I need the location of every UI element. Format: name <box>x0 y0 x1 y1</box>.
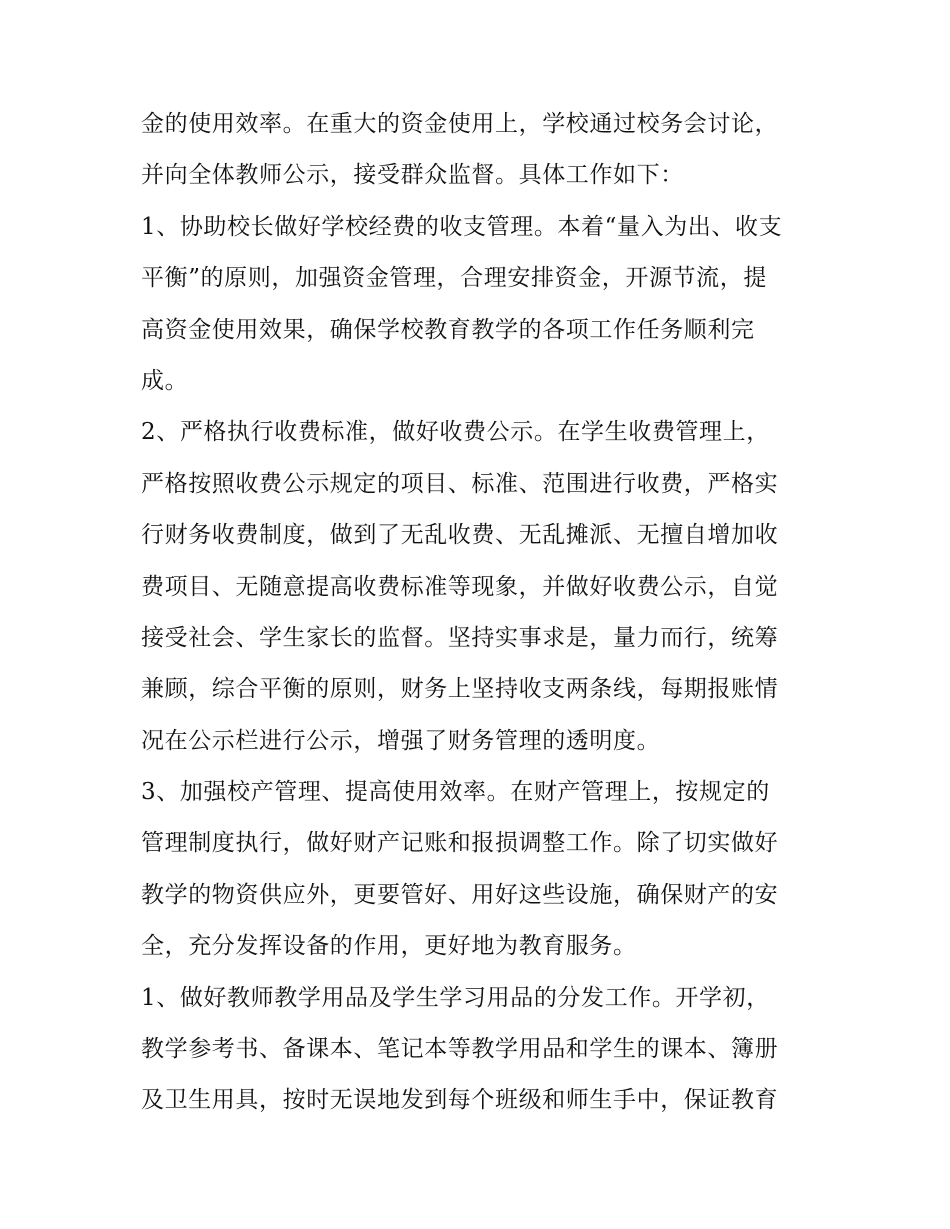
text-line: 平衡”的原则，加强资金管理，合理安排资金，开源节流，提 <box>141 265 767 292</box>
text-line: 严格按照收费公示规定的项目、标准、范围进行收费，严格实 <box>141 470 779 497</box>
text-line: 管理制度执行，做好财产记账和报损调整工作。除了切实做好 <box>141 830 779 857</box>
text-line: 1、协助校长做好学校经费的收支管理。本着“量入为出、收支 <box>141 213 783 240</box>
text-line: 高资金使用效果，确保学校教育教学的各项工作任务顺利完 <box>141 316 755 343</box>
text-line: 3、加强校产管理、提高使用效率。在财产管理上，按规定的 <box>141 779 770 806</box>
text-line: 接受社会、学生家长的监督。坚持实事求是，量力而行，统筹 <box>141 624 779 651</box>
text-line: 金的使用效率。在重大的资金使用上，学校通过校务会讨论， <box>141 111 779 137</box>
text-line: 教学参考书、备课本、笔记本等教学用品和学生的课本、簿册 <box>141 1036 779 1063</box>
text-line: 1、做好教师教学用品及学生学习用品的分发工作。开学初， <box>141 984 770 1011</box>
text-line: 全，充分发挥设备的作用，更好地为教育服务。 <box>141 933 637 960</box>
text-line: 教学的物资供应外，更要管好、用好这些设施，确保财产的安 <box>141 881 779 908</box>
text-line: 费项目、无随意提高收费标准等现象，并做好收费公示，自觉 <box>141 573 779 600</box>
document-body <box>141 99 821 1127</box>
text-line: 及卫生用具，按时无误地发到每个班级和师生手中，保证教育 <box>141 1087 779 1114</box>
text-line: 兼顾，综合平衡的原则，财务上坚持收支两条线，每期报账情 <box>141 676 779 703</box>
text-line: 成。 <box>141 367 189 394</box>
text-line: 况在公示栏进行公示，增强了财务管理的透明度。 <box>141 727 661 754</box>
text-line: 行财务收费制度，做到了无乱收费、无乱摊派、无擅自增加收 <box>141 522 779 549</box>
text-line: 并向全体教师公示，接受群众监督。具体工作如下： <box>141 162 684 189</box>
text-line: 2、严格执行收费标准，做好收费公示。在学生收费管理上， <box>141 419 770 446</box>
